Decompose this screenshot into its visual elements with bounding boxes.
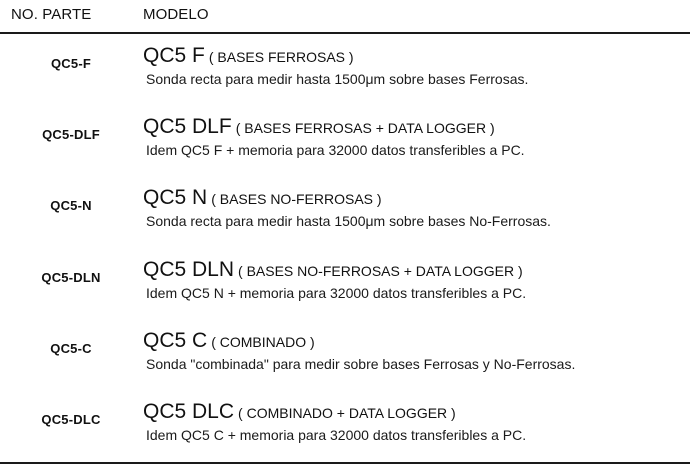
part-number: QC5-C <box>50 341 92 356</box>
header-divider <box>0 32 690 34</box>
model-description: Sonda recta para medir hasta 1500μm sobre bases No-Ferrosas. <box>146 213 551 229</box>
model-detail: ( COMBINADO + DATA LOGGER ) <box>238 405 456 421</box>
table-bottom-rule <box>0 462 690 464</box>
model-name: QC5 F <box>143 44 205 67</box>
model-description: Idem QC5 N + memoria para 32000 datos transferibles a PC. <box>146 285 527 301</box>
model-name: QC5 C <box>143 329 208 352</box>
table-header <box>0 0 696 36</box>
part-number: QC5-DLC <box>41 412 101 427</box>
model-description: Sonda recta para medir hasta 1500μm sobre bases Ferrosas. <box>146 71 529 87</box>
model-detail: ( BASES NO-FERROSAS + DATA LOGGER ) <box>238 263 523 279</box>
model-name: QC5 DLC <box>143 400 235 423</box>
table-row <box>0 329 696 393</box>
model-name: QC5 DLN <box>143 258 235 281</box>
model-detail: ( BASES FERROSAS ) <box>208 49 354 65</box>
model-detail: ( BASES FERROSAS + DATA LOGGER ) <box>235 120 495 136</box>
model-title <box>143 186 382 210</box>
model-description: Idem QC5 C + memoria para 32000 datos transferibles a PC. <box>146 427 527 443</box>
model-description: Idem QC5 F + memoria para 32000 datos transferibles a PC. <box>146 142 525 158</box>
model-title <box>143 329 315 353</box>
model-title <box>143 44 354 68</box>
part-number: QC5-F <box>51 56 91 71</box>
model-detail: ( COMBINADO ) <box>211 334 315 350</box>
table-row <box>0 186 696 250</box>
column-header-model: MODELO <box>143 6 209 23</box>
table-row <box>0 400 696 464</box>
table-row <box>0 258 696 322</box>
column-header-part: NO. PARTE <box>11 6 92 23</box>
part-number: QC5-DLN <box>41 270 101 285</box>
part-number: QC5-DLF <box>42 127 100 142</box>
model-name: QC5 N <box>143 186 208 209</box>
model-title <box>143 400 456 424</box>
model-description: Sonda "combinada" para medir sobre bases Ferrosas y No-Ferrosas. <box>146 356 576 372</box>
part-number: QC5-N <box>50 198 92 213</box>
table-row <box>0 44 696 108</box>
table-row <box>0 115 696 179</box>
model-name: QC5 DLF <box>143 115 232 138</box>
model-title <box>143 258 523 282</box>
model-detail: ( BASES NO-FERROSAS ) <box>211 191 382 207</box>
model-title <box>143 115 495 139</box>
